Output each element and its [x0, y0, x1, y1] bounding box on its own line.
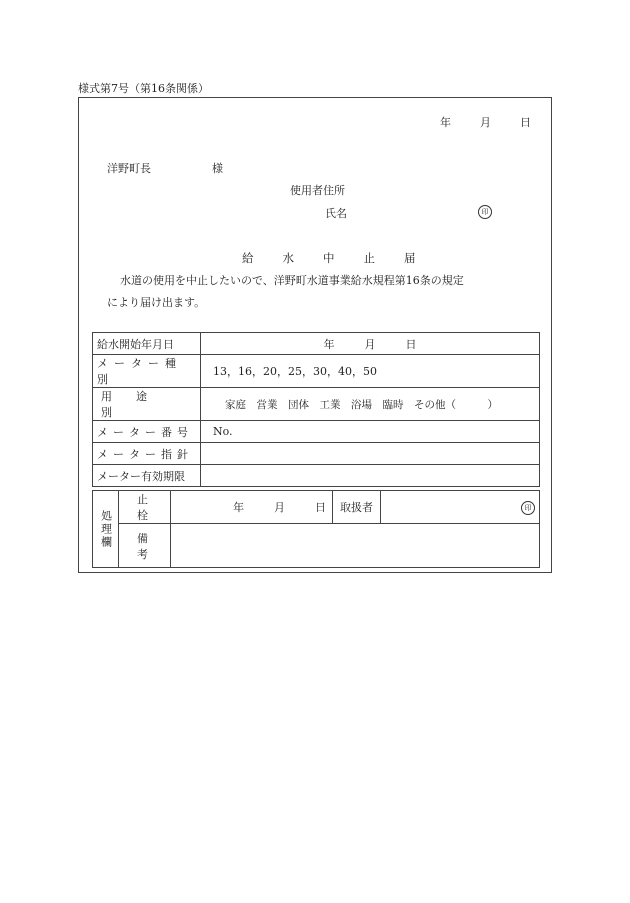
table-row [93, 421, 540, 443]
meter-expiry-label-text: メーター有効期限 [97, 469, 185, 483]
applicant-address-label: 使用者住所 [290, 184, 345, 197]
table-row [93, 491, 540, 524]
title-char: 中 [323, 251, 335, 265]
meter-reading-value[interactable] [201, 443, 540, 465]
stop-date-value[interactable] [171, 491, 333, 524]
title-char: 水 [282, 251, 294, 265]
title-char: 止 [363, 251, 375, 265]
form-title [242, 250, 416, 266]
meter-number-value[interactable]: No. [201, 421, 540, 443]
handler-value[interactable] [381, 491, 540, 524]
title-char: 届 [404, 251, 416, 265]
usage-type-label [93, 388, 201, 421]
remarks-label [119, 524, 171, 568]
month-label: 月 [274, 501, 285, 514]
meter-expiry-value[interactable] [201, 465, 540, 487]
start-date-label-text: 給水開始年月日 [97, 337, 174, 351]
meter-expiry-label [93, 465, 201, 487]
year-label: 年 [233, 501, 244, 514]
start-date-label [93, 333, 201, 355]
year-label: 年 [440, 116, 451, 129]
applicant-seal-icon: 印 [478, 204, 492, 219]
meter-number-label [93, 421, 201, 443]
title-char: 給 [242, 251, 254, 265]
stop-label-text: 止栓 [137, 493, 162, 522]
handler-label [333, 491, 381, 524]
day-label: 日 [520, 116, 531, 129]
table-row [93, 524, 540, 568]
stop-label [119, 491, 171, 524]
body-text-line2: により届け出ます。 [107, 296, 206, 309]
meter-reading-label [93, 443, 201, 465]
meter-type-label-text: メーター種別 [97, 357, 182, 386]
table-row [93, 465, 540, 487]
processing-section-label [93, 491, 119, 568]
meter-reading-label-text: メーター指針 [97, 447, 193, 461]
start-date-value[interactable] [201, 333, 540, 355]
meter-number-label-text: メーター番号 [97, 425, 193, 439]
table-row [93, 388, 540, 421]
table-row [93, 333, 540, 355]
day-label: 日 [405, 337, 417, 351]
month-label: 月 [480, 116, 491, 129]
usage-type-label-text: 用途別 [101, 390, 171, 419]
meter-type-label [93, 355, 201, 388]
applicant-name-label: 氏名 [325, 207, 347, 220]
processing-table [92, 490, 540, 568]
month-label: 月 [364, 337, 376, 351]
header-date [440, 114, 531, 130]
remarks-label-text: 備考 [137, 531, 162, 561]
usage-type-value[interactable]: 家庭 営業 団体 工業 浴場 臨時 その他（ ） [201, 388, 540, 421]
remarks-value[interactable] [171, 524, 540, 568]
table-row [93, 355, 540, 388]
handler-seal-icon: 印 [521, 501, 535, 515]
service-info-table [92, 332, 540, 487]
handler-label-text: 取扱者 [340, 501, 373, 514]
processing-section-text: 処理欄 [99, 509, 113, 549]
day-label: 日 [315, 501, 326, 514]
meter-type-value[interactable]: 13，16，20，25，30，40，50 [201, 355, 540, 388]
year-label: 年 [323, 337, 335, 351]
body-text-line1: 水道の使用を中止したいので、洋野町水道事業給水規程第16条の規定 [120, 274, 464, 287]
addressee-honorific: 様 [212, 162, 223, 175]
form-number-label: 様式第7号（第16条関係） [78, 82, 209, 95]
table-row [93, 443, 540, 465]
addressee-name: 洋野町長 [107, 162, 151, 175]
